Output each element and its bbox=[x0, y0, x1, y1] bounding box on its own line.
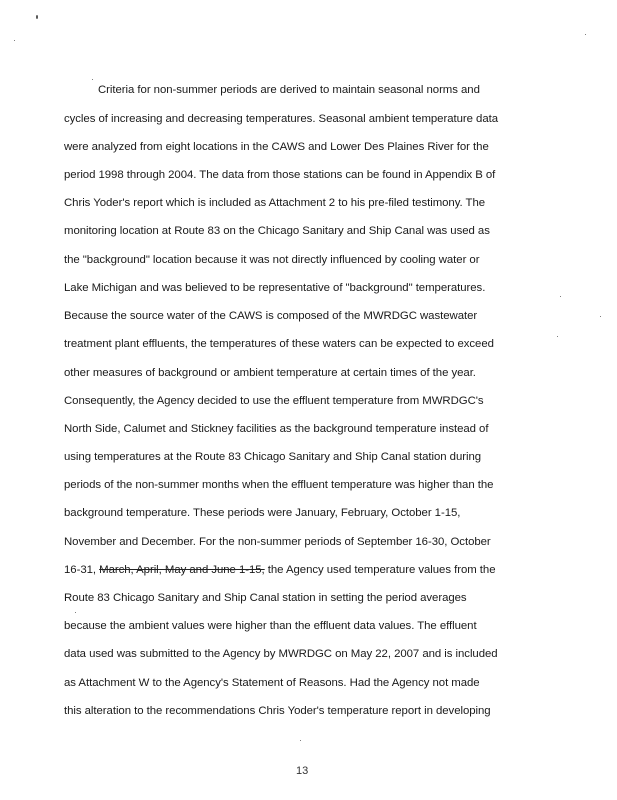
text-line-2: cycles of increasing and decreasing temperatures. Seasonal ambient temperature data bbox=[64, 113, 499, 125]
scan-speck bbox=[560, 296, 561, 297]
text-line-21: data used was submitted to the Agency by MWRDGC on May 22, 2007 and is included bbox=[64, 648, 498, 660]
text-line-17: November and December. For the non-summer periods of September 16-30, October bbox=[64, 536, 491, 548]
text-line-16: background temperature. These periods were January, February, October 1-15, bbox=[64, 507, 461, 519]
text-line-7: the "background" location because it was not directly influenced by cooling water or bbox=[64, 254, 480, 266]
text-line-23: this alteration to the recommendations Chris Yoder's temperature report in developing bbox=[64, 705, 491, 717]
scan-speck bbox=[75, 612, 76, 613]
struck-text: March, April, May and June 1-15, bbox=[99, 564, 265, 576]
text-line-6: monitoring location at Route 83 on the Chicago Sanitary and Ship Canal was used as bbox=[64, 225, 490, 237]
text-line-22: as Attachment W to the Agency's Statement of Reasons. Had the Agency not made bbox=[64, 677, 480, 689]
text-line-4: period 1998 through 2004. The data from those stations can be found in Appendix B of bbox=[64, 169, 496, 181]
scan-speck bbox=[36, 15, 38, 19]
scan-speck bbox=[300, 740, 301, 741]
text-line-18-start: 16-31, bbox=[64, 564, 100, 576]
text-line-20: because the ambient values were higher than the effluent data values. The effluent bbox=[64, 620, 477, 632]
text-line-19: Route 83 Chicago Sanitary and Ship Canal station in setting the period averages bbox=[64, 592, 467, 604]
text-line-18 bbox=[64, 563, 495, 577]
text-line-1: Criteria for non-summer periods are derived to maintain seasonal norms and bbox=[98, 84, 480, 96]
text-line-8: Lake Michigan and was believed to be representative of "background" temperatures. bbox=[64, 282, 486, 294]
text-line-13: North Side, Calumet and Stickney facilities as the background temperature instead of bbox=[64, 423, 489, 435]
scan-speck bbox=[14, 40, 15, 41]
page-number: 13 bbox=[296, 765, 309, 777]
text-line-12: Consequently, the Agency decided to use the effluent temperature from MWRDGC's bbox=[64, 395, 484, 407]
scan-speck bbox=[600, 316, 601, 317]
text-line-5: Chris Yoder's report which is included as Attachment 2 to his pre-filed testimony. The bbox=[64, 197, 486, 209]
text-line-9: Because the source water of the CAWS is composed of the MWRDGC wastewater bbox=[64, 310, 478, 322]
text-line-11: other measures of background or ambient temperature at certain times of the year. bbox=[64, 367, 476, 379]
scan-speck bbox=[92, 79, 93, 80]
scan-speck bbox=[557, 336, 558, 337]
scan-speck bbox=[585, 34, 586, 35]
text-line-10: treatment plant effluents, the temperatures of these waters can be expected to exceed bbox=[64, 338, 494, 350]
text-line-14: using temperatures at the Route 83 Chicago Sanitary and Ship Canal station during bbox=[64, 451, 482, 463]
text-line-18-end: the Agency used temperature values from the bbox=[264, 564, 496, 576]
text-line-3: were analyzed from eight locations in the CAWS and Lower Des Plaines River for the bbox=[64, 141, 489, 153]
text-line-15: periods of the non-summer months when the effluent temperature was higher than the bbox=[64, 479, 494, 491]
